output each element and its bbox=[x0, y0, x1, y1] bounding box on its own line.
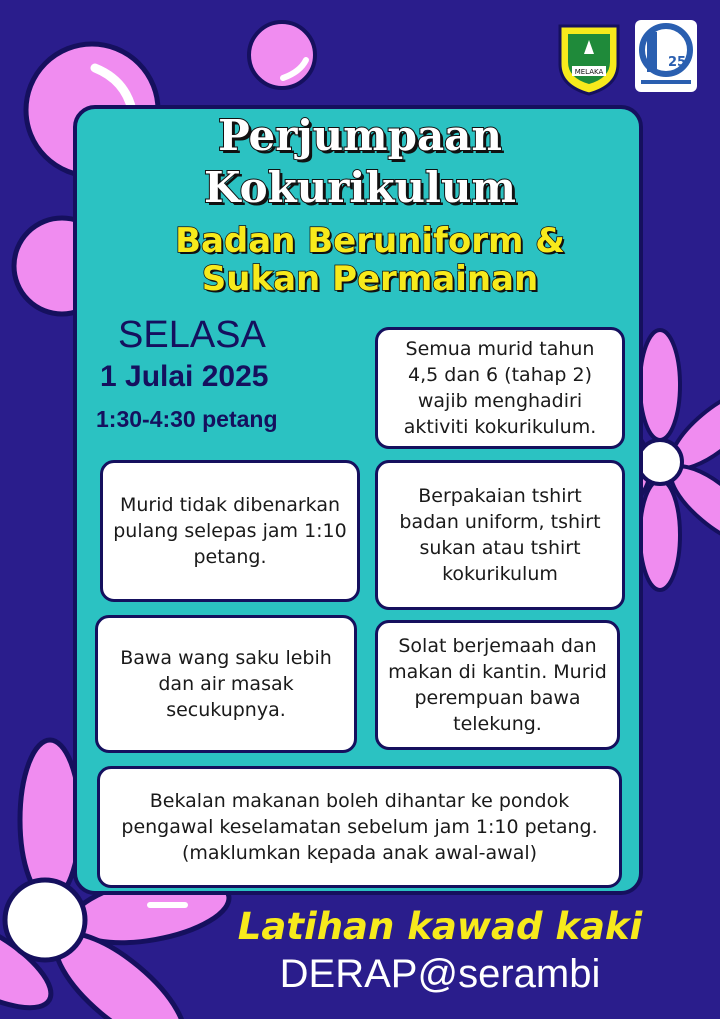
subtitle-line-1: Badan Beruniform & bbox=[175, 221, 565, 261]
title-line-2: Kokurikulum bbox=[204, 163, 516, 212]
footer-title: Latihan kawad kaki bbox=[237, 905, 643, 948]
crest-label: MELAKA bbox=[574, 68, 604, 76]
note-attendance: Semua murid tahun 4,5 dan 6 (tahap 2) wajib menghadiri aktiviti kokurikulum. bbox=[375, 327, 625, 449]
event-day: SELASA bbox=[118, 314, 266, 356]
anniversary-logo bbox=[633, 18, 699, 94]
subtitle-line-2: Sukan Permainan bbox=[201, 259, 539, 299]
note-no-going-home: Murid tidak dibenarkan pulang selepas jam 1:10 petang. bbox=[100, 460, 360, 602]
note-pocket-money: Bawa wang saku lebih dan air masak secukupnya. bbox=[95, 615, 357, 753]
school-crest-logo bbox=[556, 20, 622, 96]
event-date: 1 Julai 2025 bbox=[100, 360, 269, 393]
note-food-delivery: Bekalan makanan boleh dihantar ke pondok pengawal keselamatan sebelum jam 1:10 petang. (maklumkan kepada anak awal-awal) bbox=[97, 766, 622, 888]
note-prayer: Solat berjemaah dan makan di kantin. Murid perempuan bawa telekung. bbox=[375, 620, 620, 750]
title-line-1: Perjumpaan bbox=[218, 111, 502, 160]
anniversary-number: 25 bbox=[667, 55, 687, 70]
note-attire: Berpakaian tshirt badan uniform, tshirt sukan atau tshirt kokurikulum bbox=[375, 460, 625, 610]
footer-handle: DERAP@serambi bbox=[279, 952, 601, 996]
event-time: 1:30-4:30 petang bbox=[96, 406, 278, 432]
bubble-small-icon bbox=[249, 22, 315, 88]
